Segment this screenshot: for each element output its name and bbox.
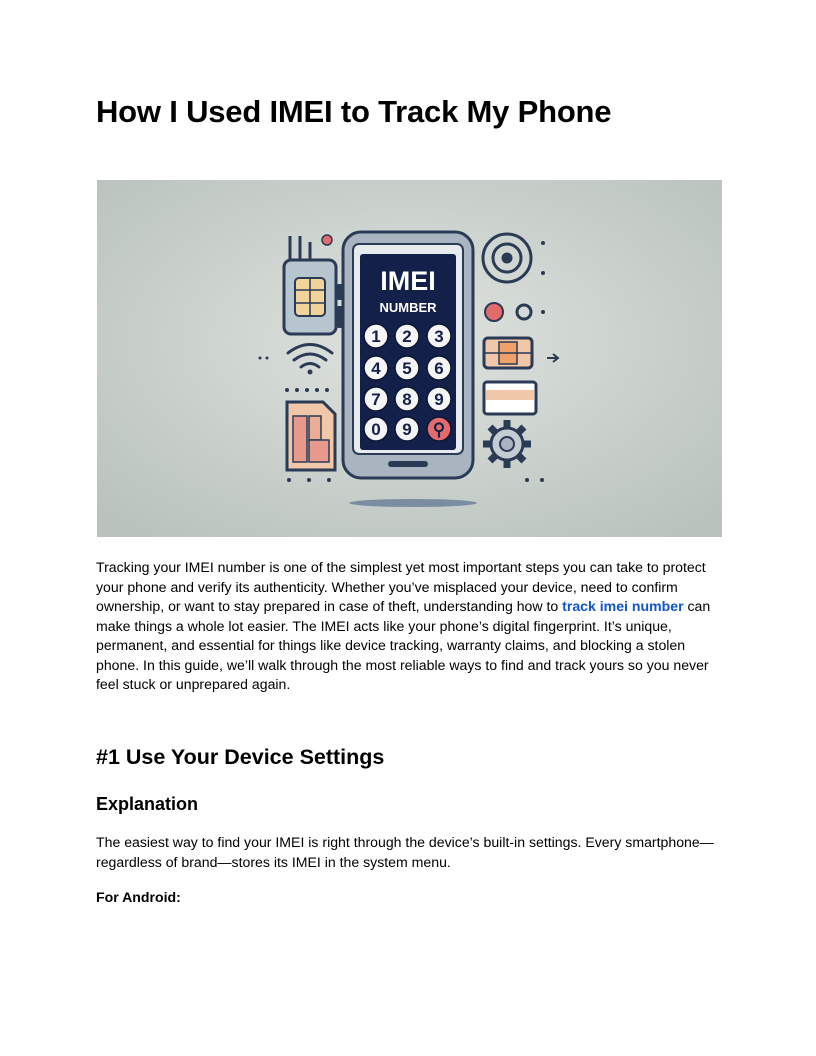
page-title: How I Used IMEI to Track My Phone [96, 94, 612, 129]
screen-title: IMEI [380, 266, 436, 296]
keypad-key-label: 7 [371, 390, 381, 409]
hero-illustration [97, 180, 722, 537]
keypad-key-label: 4 [371, 359, 381, 378]
chip-icon [484, 338, 532, 368]
keypad-key-label: 0 [371, 420, 381, 439]
card-icon [484, 382, 536, 414]
intro-paragraph [96, 558, 726, 695]
keypad-key-label: 8 [402, 390, 412, 409]
keypad-key-label: 5 [402, 359, 412, 378]
track-imei-link[interactable]: track imei number [562, 598, 684, 614]
sim-chip-icon [287, 402, 335, 470]
keypad-key-label: ⚲ [432, 420, 446, 439]
intro-text-after: can make things a whole lot easier. The IMEI acts like your phone’s digital fingerprint. It’s unique, permanent, and essential for things like device tracking, warranty claims, and blocking a stolen phone. In this guide, we’ll walk through the most reliable ways to find and track yours so you never feel stuck or unprepared again. [96, 598, 711, 692]
section-subheading: Explanation [96, 794, 199, 814]
keypad-key-label: 2 [402, 327, 412, 346]
phone-shadow [349, 499, 477, 507]
keypad-key-label: 3 [434, 327, 444, 346]
keypad-key-label: 1 [371, 327, 381, 346]
keypad-key-label: 9 [434, 390, 444, 409]
android-label: For Android: [96, 889, 181, 905]
keypad-key-label: 6 [434, 359, 444, 378]
red-dot-icon [485, 303, 503, 321]
screen-subtitle: NUMBER [379, 300, 437, 315]
keypad-key-label: 9 [402, 420, 412, 439]
intro-text-before: Tracking your IMEI number is one of the simplest yet most important steps you can take to protect your phone and verify its authenticity. Whether you’ve misplaced your device, need to confirm ownership, or want to stay prepared in case of theft, understanding how to [96, 559, 706, 614]
gear-icon [483, 420, 531, 468]
explanation-paragraph: The easiest way to find your IMEI is right through the device’s built-in settings. Every smartphone—regardless of brand—stores its IMEI in the system menu. [96, 834, 714, 870]
section-heading: #1 Use Your Device Settings [96, 745, 385, 769]
